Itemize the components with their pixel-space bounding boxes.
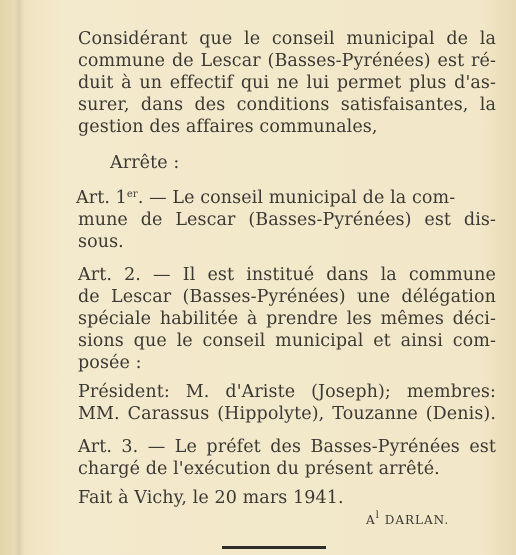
closing-line: Fait à Vichy, le 20 mars 1941. — [78, 488, 344, 508]
paragraph-1-line-1: Considérant que le conseil municipal de la — [78, 29, 496, 49]
article-2-line-5: posée : — [78, 353, 142, 373]
article-1-rest: . — Le conseil municipal de la com- — [137, 188, 456, 208]
article-3-line-2: chargé de l'exécution du présent arrêté. — [78, 459, 440, 479]
signature-prefix: A — [366, 513, 376, 527]
article-1-prefix: Art. 1 — [76, 188, 127, 208]
article-1-line-3: sous. — [78, 232, 124, 252]
article-1-sup: er — [126, 189, 138, 200]
members-line-2: MM. Carassus (Hippolyte), Touzanne (Denis). — [78, 404, 496, 424]
paragraph-1-line-4: surer, dans des conditions satisfaisantes, la — [78, 95, 496, 115]
article-1-line-1 — [76, 187, 496, 209]
article-3-line-1: Art. 3. — Le préfet des Basses-Pyrénées est — [78, 437, 496, 457]
signature — [366, 510, 450, 527]
paragraph-1-line-2: commune de Lescar (Basses-Pyrénées) est ré- — [78, 51, 496, 71]
article-2-line-1: Art. 2. — Il est institué dans la commune — [78, 265, 496, 285]
signature-name: DARLAN. — [384, 513, 450, 527]
arrete-heading: Arrête : — [110, 153, 180, 173]
paragraph-1-line-5: gestion des affaires communales, — [78, 117, 378, 137]
article-1-line-2: mune de Lescar (Basses-Pyrénées) est dis- — [78, 210, 496, 230]
article-2-line-2: de Lescar (Basses-Pyrénées) une délégation — [78, 287, 496, 307]
paragraph-1-line-3: duit à un effectif qui ne lui permet plus d'as- — [78, 73, 496, 93]
article-2-line-3: spéciale habilitée à prendre les mêmes déci- — [78, 309, 496, 329]
section-divider — [222, 546, 326, 549]
signature-sup: l — [375, 510, 380, 521]
members-line-1: Président: M. d'Ariste (Joseph); membres: — [78, 382, 496, 402]
article-2-line-4: sions que le conseil municipal et ainsi com- — [78, 331, 496, 351]
